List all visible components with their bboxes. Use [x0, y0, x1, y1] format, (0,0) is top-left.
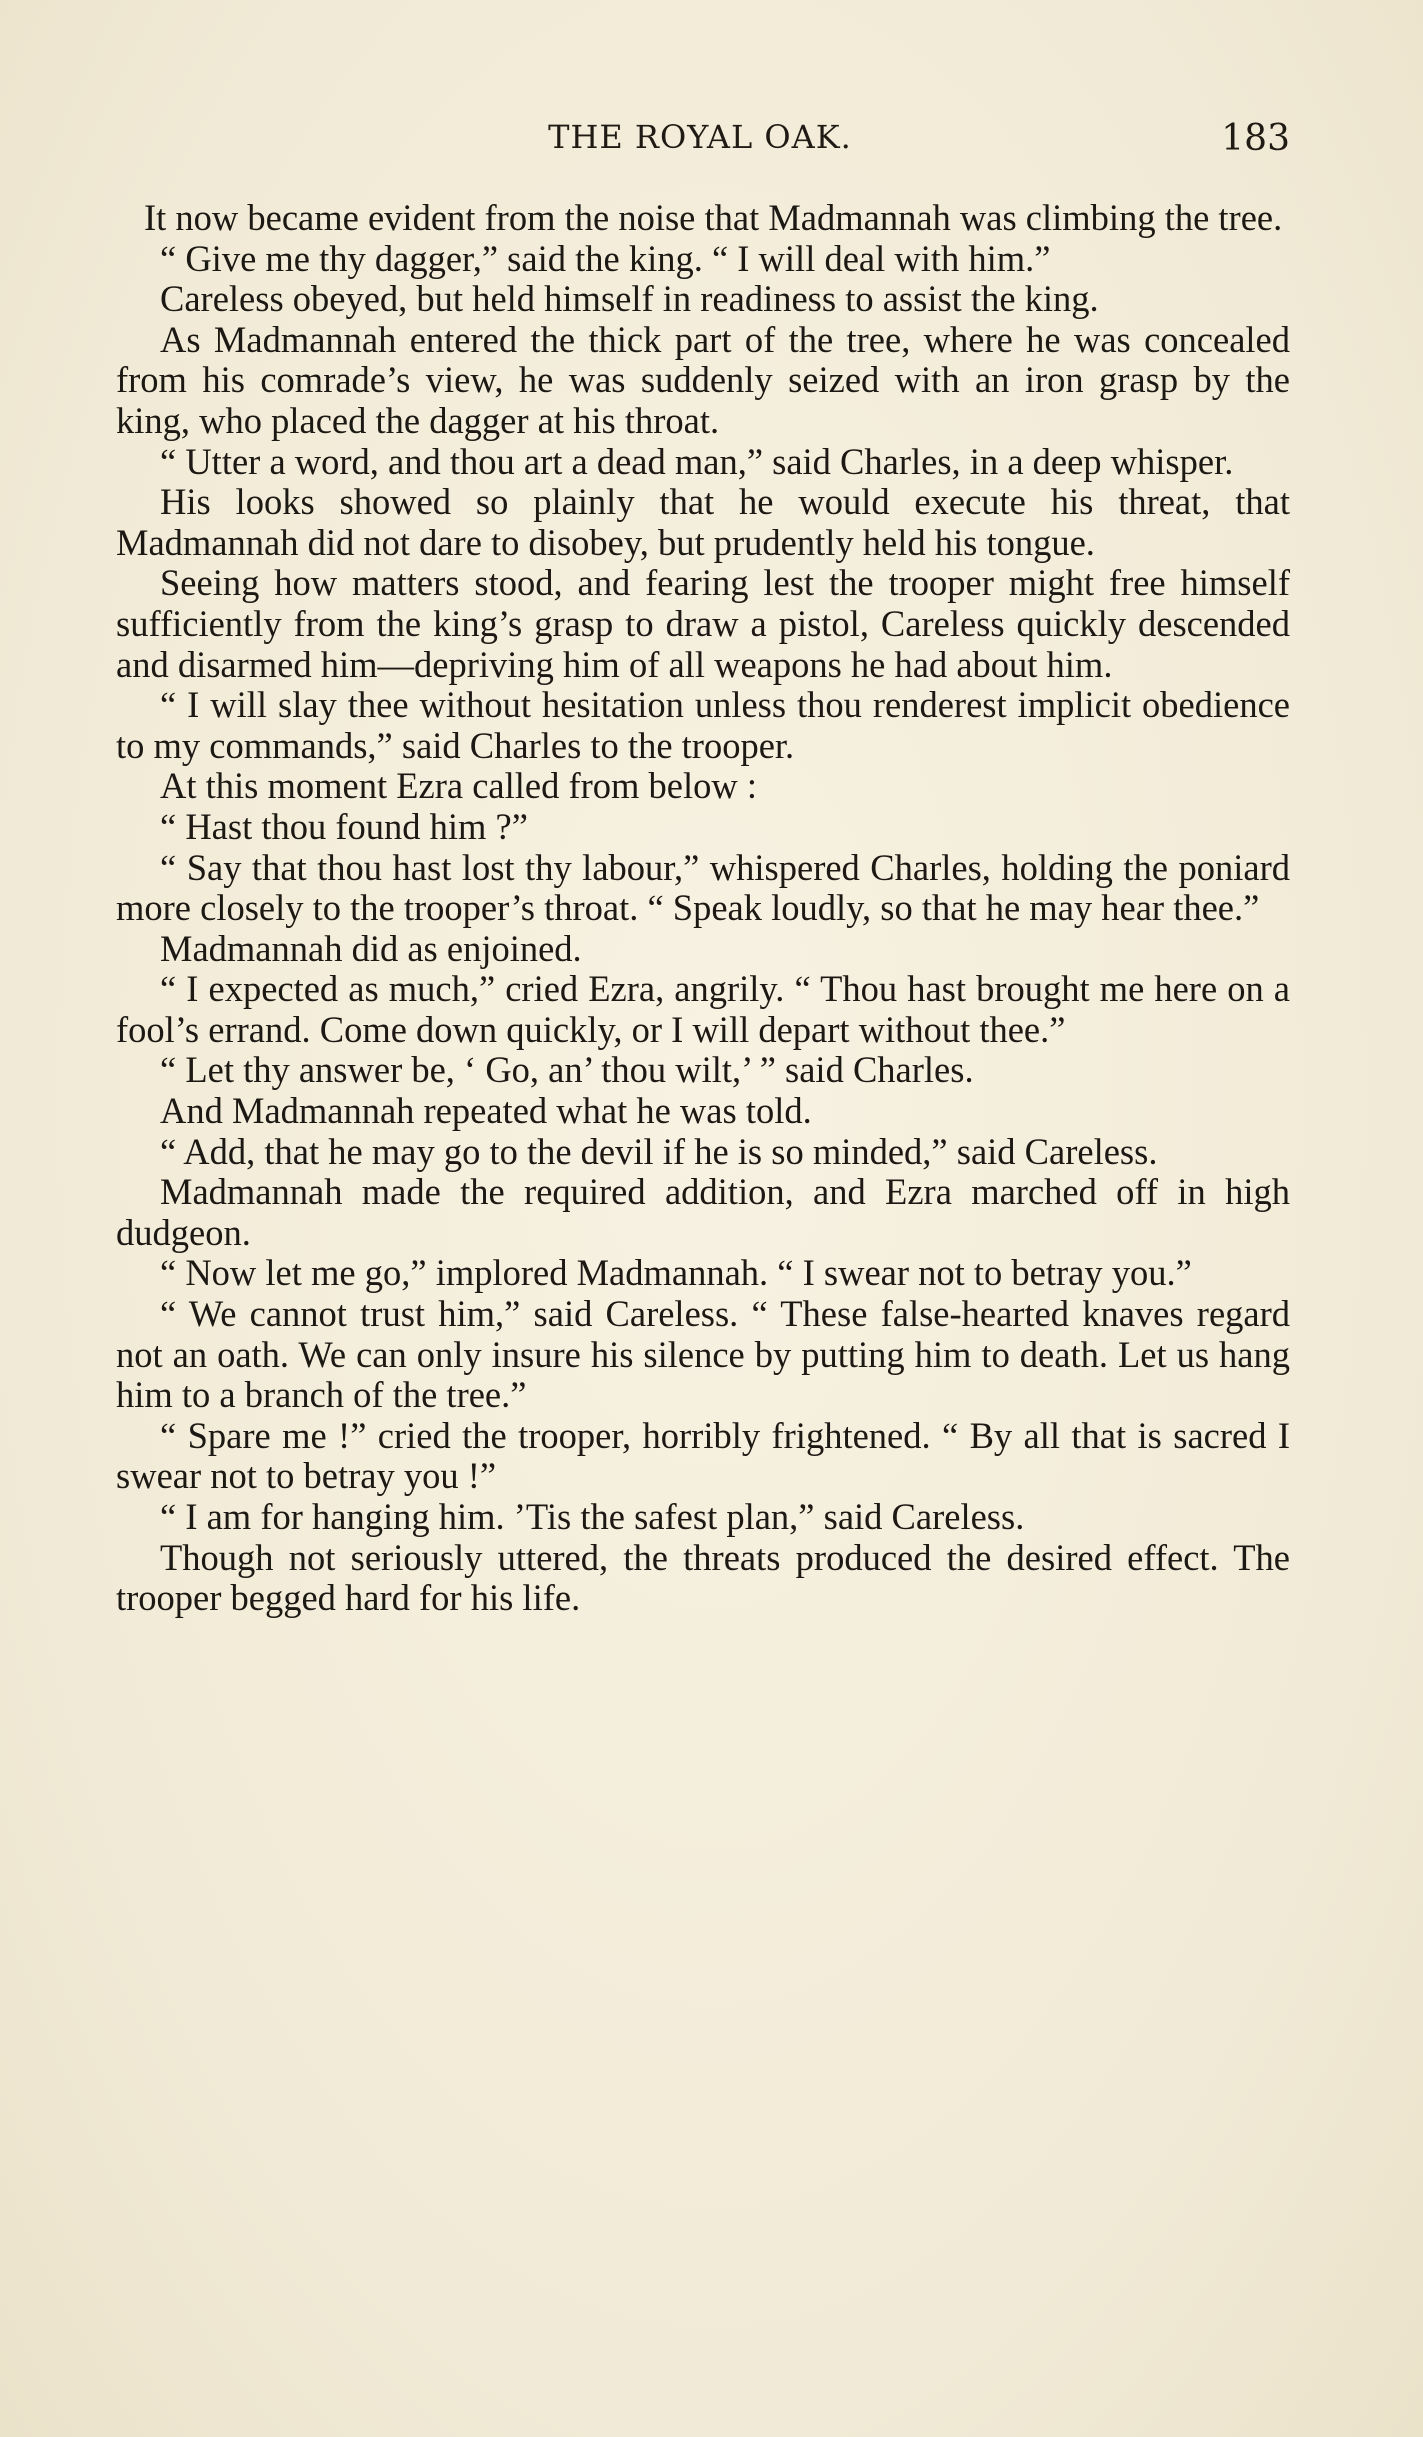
page-number: 183: [1221, 118, 1290, 159]
running-title: THE ROYAL OAK.: [548, 118, 852, 156]
paragraph: Though not seriously uttered, the threats produced the desired effect. The trooper begged hard for his life.: [116, 1536, 1290, 1619]
body-text: [116, 198, 1290, 1619]
paragraph: Madmannah did as enjoined.: [160, 927, 582, 969]
paragraph: “ Spare me !” cried the trooper, horribly frightened. “ By all that is sacred I swear not to betray you !”: [116, 1414, 1290, 1497]
paragraph: “ I will slay thee without hesitation unless thou renderest implicit obedience to my commands,” said Charles to the trooper.: [116, 684, 1290, 766]
paragraph: Seeing how matters stood, and fearing lest the trooper might free himself sufficiently from the king’s grasp to draw a pistol, Careless quickly descended and disarmed him—depriving him of all weapons he had about him.: [116, 562, 1290, 685]
paragraph: “ Let thy answer be, ‘ Go, an’ thou wilt,’ ” said Charles.: [160, 1049, 974, 1091]
paragraph: “ Give me thy dagger,” said the king. “ I will deal with him.”: [160, 237, 1051, 279]
paragraph: “ We cannot trust him,” said Careless. “ These false-hearted knaves regard not an oath. We can only insure his silence by putting him to death. Let us hang him to a branch of the tree.”: [116, 1293, 1290, 1416]
paragraph: “ Hast thou found him ?”: [160, 805, 528, 847]
paragraph: “ Now let me go,” implored Madmannah. “ I swear not to betray you.”: [160, 1252, 1192, 1294]
paragraph: “ Utter a word, and thou art a dead man,” said Charles, in a deep whisper.: [160, 440, 1234, 482]
paragraph: “ Say that thou hast lost thy labour,” whispered Charles, holding the poniard more closely to the trooper’s throat. “ Speak loudly, so that he may hear thee.”: [116, 846, 1290, 929]
paragraph: Madmannah made the required addition, and Ezra marched off in high dudgeon.: [116, 1171, 1290, 1253]
page-header: [110, 118, 1290, 168]
paragraph: And Madmannah repeated what he was told.: [160, 1090, 812, 1132]
paragraph: “ Add, that he may go to the devil if he is so minded,” said Careless.: [160, 1130, 1158, 1172]
paragraph: It now became evident from the noise that Madmannah was climbing the tree.: [144, 197, 1283, 238]
paragraph: His looks showed so plainly that he would execute his threat, that Madmannah did not dare to disobey, but prudently held his tongue.: [116, 481, 1290, 563]
paragraph: “ I expected as much,” cried Ezra, angrily. “ Thou hast brought me here on a fool’s errand. Come down quickly, or I will depart without thee.”: [116, 968, 1290, 1050]
paragraph: Careless obeyed, but held himself in readiness to assist the king.: [160, 278, 1099, 320]
paragraph: “ I am for hanging him. ’Tis the safest plan,” said Careless.: [160, 1496, 1025, 1537]
paragraph: At this moment Ezra called from below :: [160, 765, 758, 807]
paragraph: As Madmannah entered the thick part of the tree, where he was concealed from his comrade’s view, he was suddenly seized with an iron grasp by the king, who placed the dagger at his throat.: [116, 318, 1290, 441]
